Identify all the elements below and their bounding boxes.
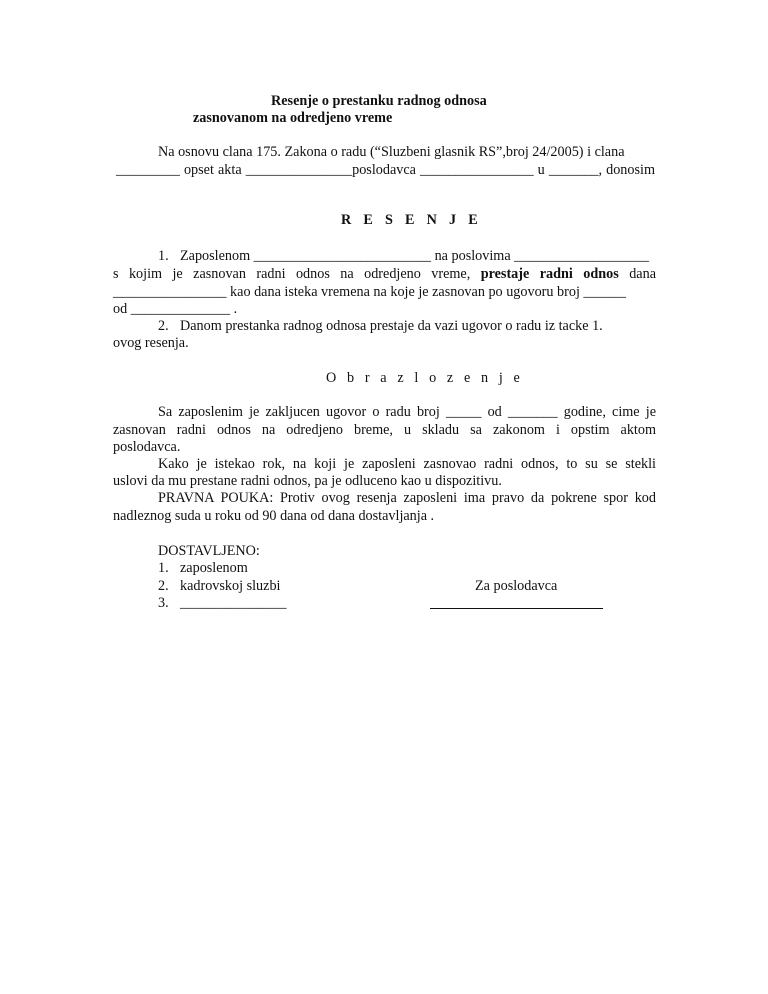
explanation-p1-line-2: zasnovan radni odnos na odredjeno breme, u skladu sa zakonom i opstim aktom <box>113 422 656 438</box>
delivered-label: DOSTAVLJENO: <box>158 543 260 559</box>
item-1-line-1 <box>158 247 649 265</box>
item-2-line-1 <box>158 317 603 335</box>
termination-emphasis: prestaje radni odnos <box>480 266 619 282</box>
delivered-item <box>158 594 286 612</box>
item-1-line-4: od ______________ . <box>113 301 238 317</box>
delivered-item-text: zaposlenom <box>180 560 248 576</box>
signature-label: Za poslodavca <box>475 578 558 594</box>
explanation-p2-line-1: Kako je istekao rok, na koji je zaposleni zasnovao radni odnos, to su se stekli <box>158 456 656 472</box>
delivered-item-number: 1. <box>158 560 169 576</box>
intro-line-2: _________ opset akta _______________poslodavca ________________ u _______, donosim <box>116 162 655 178</box>
explanation-p1-line-1: Sa zaposlenim je zakljucen ugovor o radu broj _____ od _______ godine, cime je <box>158 404 656 420</box>
item-1-line-2: s kojim je zasnovan radni odnos na odredjeno vreme, prestaje radni odnos dana <box>113 266 656 282</box>
intro-line-1: Na osnovu clana 175. Zakona o radu (“Sluzbeni glasnik RS”,broj 24/2005) i clana <box>158 144 625 160</box>
item-2-line-2: ovog resenja. <box>113 335 189 351</box>
delivered-item <box>158 577 280 595</box>
legal-remedy-line-1: PRAVNA POUKA: Protiv ovog resenja zaposleni ima pravo da pokrene spor kod <box>158 490 656 506</box>
item-1-line-3: ________________ kao dana isteka vremena na koje je zasnovan po ugovoru broj ______ <box>113 284 626 300</box>
legal-remedy-line-2: nadleznog suda u roku od 90 dana od dana dostavljanja . <box>113 508 435 524</box>
item-2-text: Danom prestanka radnog odnosa prestaje da vazi ugovor o radu iz tacke 1. <box>180 318 603 334</box>
title-line-1: Resenje o prestanku radnog odnosa <box>271 93 487 109</box>
delivered-item-number: 3. <box>158 595 169 611</box>
resenje-heading: R E S E N J E <box>341 212 483 228</box>
item-1-number: 1. <box>158 248 169 264</box>
explanation-p2-line-2: uslovi da mu prestane radni odnos, pa je odluceno kao u dispozitivu. <box>113 473 502 489</box>
item-2-number: 2. <box>158 318 169 334</box>
item-1-text: Zaposlenom _________________________ na poslovima ___________________ <box>180 248 649 264</box>
signature-line <box>430 608 603 609</box>
delivered-item-text: kadrovskoj sluzbi <box>180 578 281 594</box>
title-line-2: zasnovanom na odredjeno vreme <box>193 110 393 126</box>
delivered-item <box>158 559 248 577</box>
delivered-item-number: 2. <box>158 578 169 594</box>
explanation-p1-line-3: poslodavca. <box>113 439 181 455</box>
explanation-heading: O b r a z l o z e n j e <box>326 370 524 386</box>
delivered-item-text: _______________ <box>180 595 287 611</box>
